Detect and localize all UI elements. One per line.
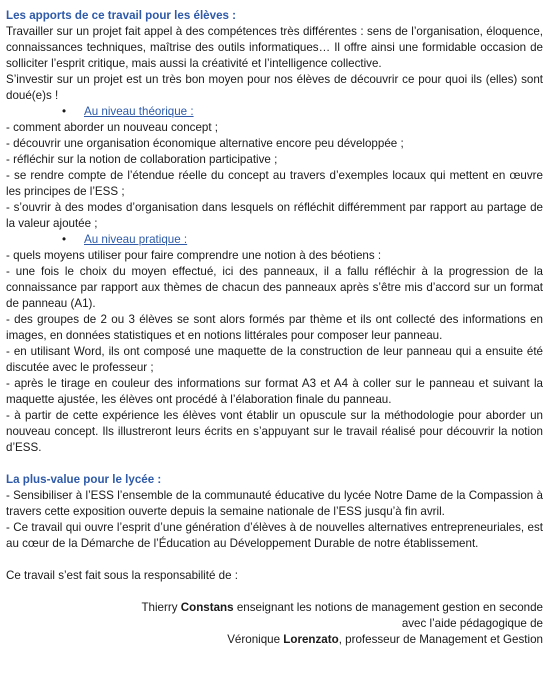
- subheading-theorique: [6, 104, 543, 120]
- list-item: - se rendre compte de l’étendue réelle du concept au travers d’exemples locaux qui mettent en œuvre les principes de l’ESS ;: [6, 169, 543, 198]
- spacer: [6, 552, 543, 568]
- signature-line-2: avec l’aide pédagogique de: [401, 617, 543, 630]
- list-item: - des groupes de 2 ou 3 élèves se sont alors formés par thème et ils ont collecté des informations en images, en données statistiques et en notions littérales pour composer leur panneau.: [6, 313, 543, 342]
- paragraph-investir: S’investir sur un projet est un très bon moyen pour nos élèves de découvrir ce pour quoi ils (elles) sont doué(e)s !: [6, 73, 543, 102]
- list-item: - comment aborder un nouveau concept ;: [6, 121, 219, 134]
- signer-first-name: Thierry: [141, 601, 178, 614]
- list-item: - après le tirage en couleur des informations sur format A3 et A4 à coller sur le panneau et suivant la maquette ajustée, les élèves ont procédé à l’élaboration finale du panneau.: [6, 377, 543, 406]
- spacer: [6, 456, 543, 472]
- cosigner-last-name: Lorenzato: [283, 633, 339, 646]
- cosigner-role: , professeur de Management et Gestion: [338, 633, 543, 646]
- list-item: - en utilisant Word, ils ont composé une maquette de la construction de leur panneau qui a ensuite été discutée avec le professeur ;: [6, 345, 543, 374]
- signature-line-3: [6, 632, 543, 648]
- responsibility-line: Ce travail s’est fait sous la responsabilité de :: [6, 569, 238, 582]
- bullet-icon: •: [62, 233, 67, 246]
- signature-line-1: [6, 600, 543, 616]
- signer-last-name: Constans: [180, 601, 234, 614]
- signer-role: enseignant les notions de management gestion en seconde: [236, 601, 543, 614]
- paragraph-esprit: - Ce travail qui ouvre l’esprit d’une génération d’élèves à de nouvelles alternatives entrepreneuriales, est au cœur de la Démarche de l’Éducation au Développement Durable de notre établissement.: [6, 521, 543, 550]
- subheading-theorique-label: Au niveau théorique :: [84, 105, 194, 118]
- list-item: - découvrir une organisation économique alternative encore peu développée ;: [6, 137, 404, 150]
- bullet-icon: •: [62, 105, 67, 118]
- section-title-apports: Les apports de ce travail pour les élèves :: [6, 9, 237, 22]
- spacer: [6, 584, 543, 600]
- paragraph-intro: Travailler sur un projet fait appel à des compétences très différentes : sens de l’organisation, éloquence, connaissances techniques, maîtrise des outils informatiques… Il offre ainsi une formidable occasion de solliciter l’esprit critique, mais aussi la créativité et l’intelligence collective.: [6, 25, 543, 70]
- list-item: - à partir de cette expérience les élèves vont établir un opuscule sur la méthodologie pour aborder un nouveau concept. Ils illustreront leurs écrits en s’appuyant sur le travail réalisé pour découvrir la notion d’ESS.: [6, 409, 543, 454]
- paragraph-sensibiliser: - Sensibiliser à l’ESS l’ensemble de la communauté éducative du lycée Notre Dame de la Compassion à travers cette exposition ouverte depuis la semaine nationale de l’ESS jusqu’à fin avril.: [6, 489, 543, 518]
- subheading-pratique-label: Au niveau pratique :: [84, 233, 188, 246]
- list-item: - une fois le choix du moyen effectué, ici des panneaux, il a fallu réfléchir à la progression de la connaissance par rapport aux thèmes de chacun des panneaux après s’être mis d’accord sur un format de panneau (A1).: [6, 265, 543, 310]
- subheading-pratique: [6, 232, 543, 248]
- list-item: - s’ouvrir à des modes d’organisation dans lesquels on réfléchit différemment par rapport au partage de la valeur ajoutée ;: [6, 201, 543, 230]
- list-item: - réfléchir sur la notion de collaboration participative ;: [6, 153, 278, 166]
- list-item: - quels moyens utiliser pour faire comprendre une notion à des béotiens :: [6, 249, 382, 262]
- section-title-plus-value: La plus-value pour le lycée :: [6, 473, 162, 486]
- cosigner-first-name: Véronique: [227, 633, 281, 646]
